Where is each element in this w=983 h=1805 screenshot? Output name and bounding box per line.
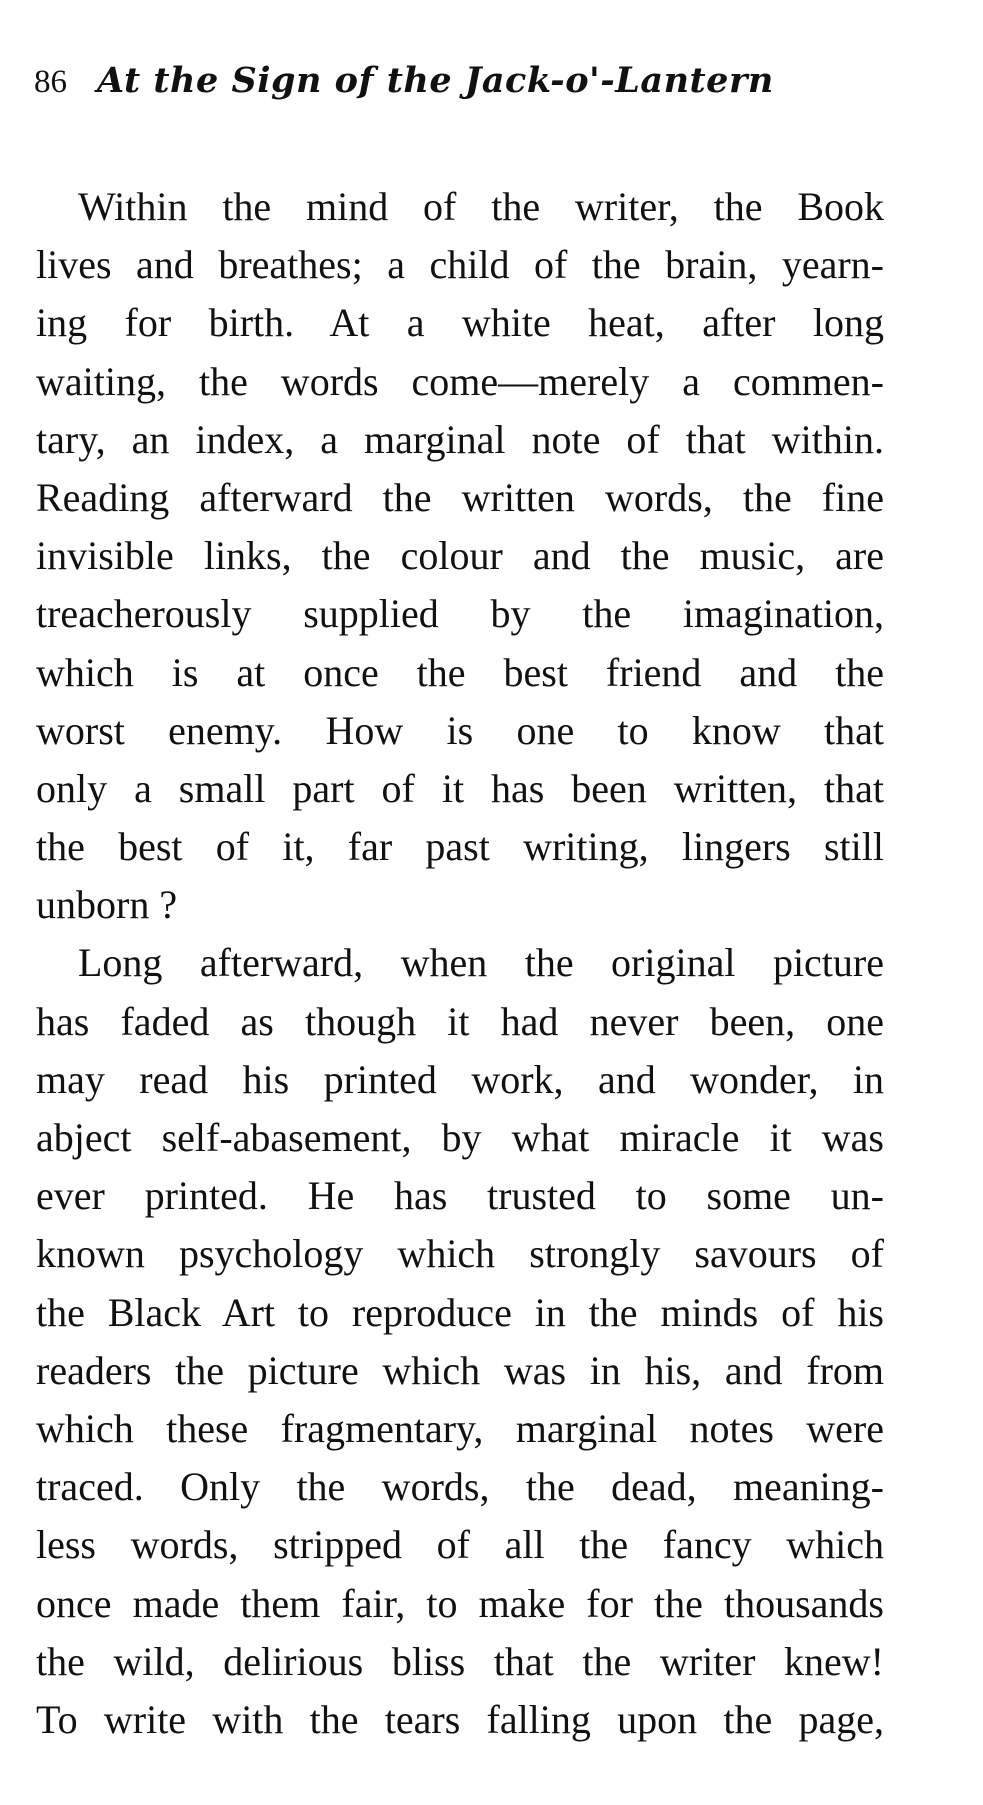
- text-line: only a small part of it has been written, that: [36, 765, 884, 811]
- text-line: once made them fair, to make for the thousands: [36, 1580, 884, 1626]
- text-line: waiting, the words come—merely a commen-: [36, 358, 884, 404]
- text-line: the Black Art to reproduce in the minds of his: [36, 1289, 884, 1335]
- text-line: readers the picture which was in his, and from: [36, 1347, 884, 1393]
- text-line: unborn ?: [36, 882, 178, 928]
- text-line: lives and breathes; a child of the brain, yearn-: [36, 242, 884, 288]
- text-line: which these fragmentary, marginal notes were: [36, 1405, 884, 1451]
- text-line: ing for birth. At a white heat, after long: [36, 300, 884, 346]
- text-line: To write with the tears falling upon the page,: [36, 1696, 884, 1742]
- paragraph-1: [36, 178, 884, 934]
- text-line: worst enemy. How is one to know that: [36, 707, 884, 753]
- text-line: ever printed. He has trusted to some un-: [36, 1173, 884, 1219]
- page-number: 86: [34, 64, 67, 100]
- text-line: which is at once the best friend and the: [36, 649, 884, 695]
- running-title: At the Sign of the Jack-o'-Lantern: [97, 60, 774, 101]
- text-line: has faded as though it had never been, one: [36, 998, 884, 1044]
- paragraph-2: [36, 934, 884, 1749]
- text-line: known psychology which strongly savours of: [36, 1231, 884, 1277]
- text-line: invisible links, the colour and the music, are: [36, 533, 884, 579]
- page-header: [34, 60, 774, 110]
- text-line: may read his printed work, and wonder, in: [36, 1056, 884, 1102]
- text-line: Within the mind of the writer, the Book: [78, 184, 884, 229]
- text-line: less words, stripped of all the fancy which: [36, 1522, 884, 1568]
- body-text: [36, 178, 884, 1749]
- text-line: tary, an index, a marginal note of that within.: [36, 416, 884, 462]
- text-line: traced. Only the words, the dead, meaning-: [36, 1464, 884, 1510]
- text-line: Reading afterward the written words, the fine: [36, 474, 884, 520]
- text-line: abject self-abasement, by what miracle it was: [36, 1115, 884, 1160]
- text-line: Long afterward, when the original picture: [78, 940, 884, 986]
- text-line: the wild, delirious bliss that the writer knew!: [36, 1638, 884, 1684]
- text-line: treacherously supplied by the imagination,: [36, 591, 884, 637]
- text-line: the best of it, far past writing, lingers still: [36, 824, 884, 870]
